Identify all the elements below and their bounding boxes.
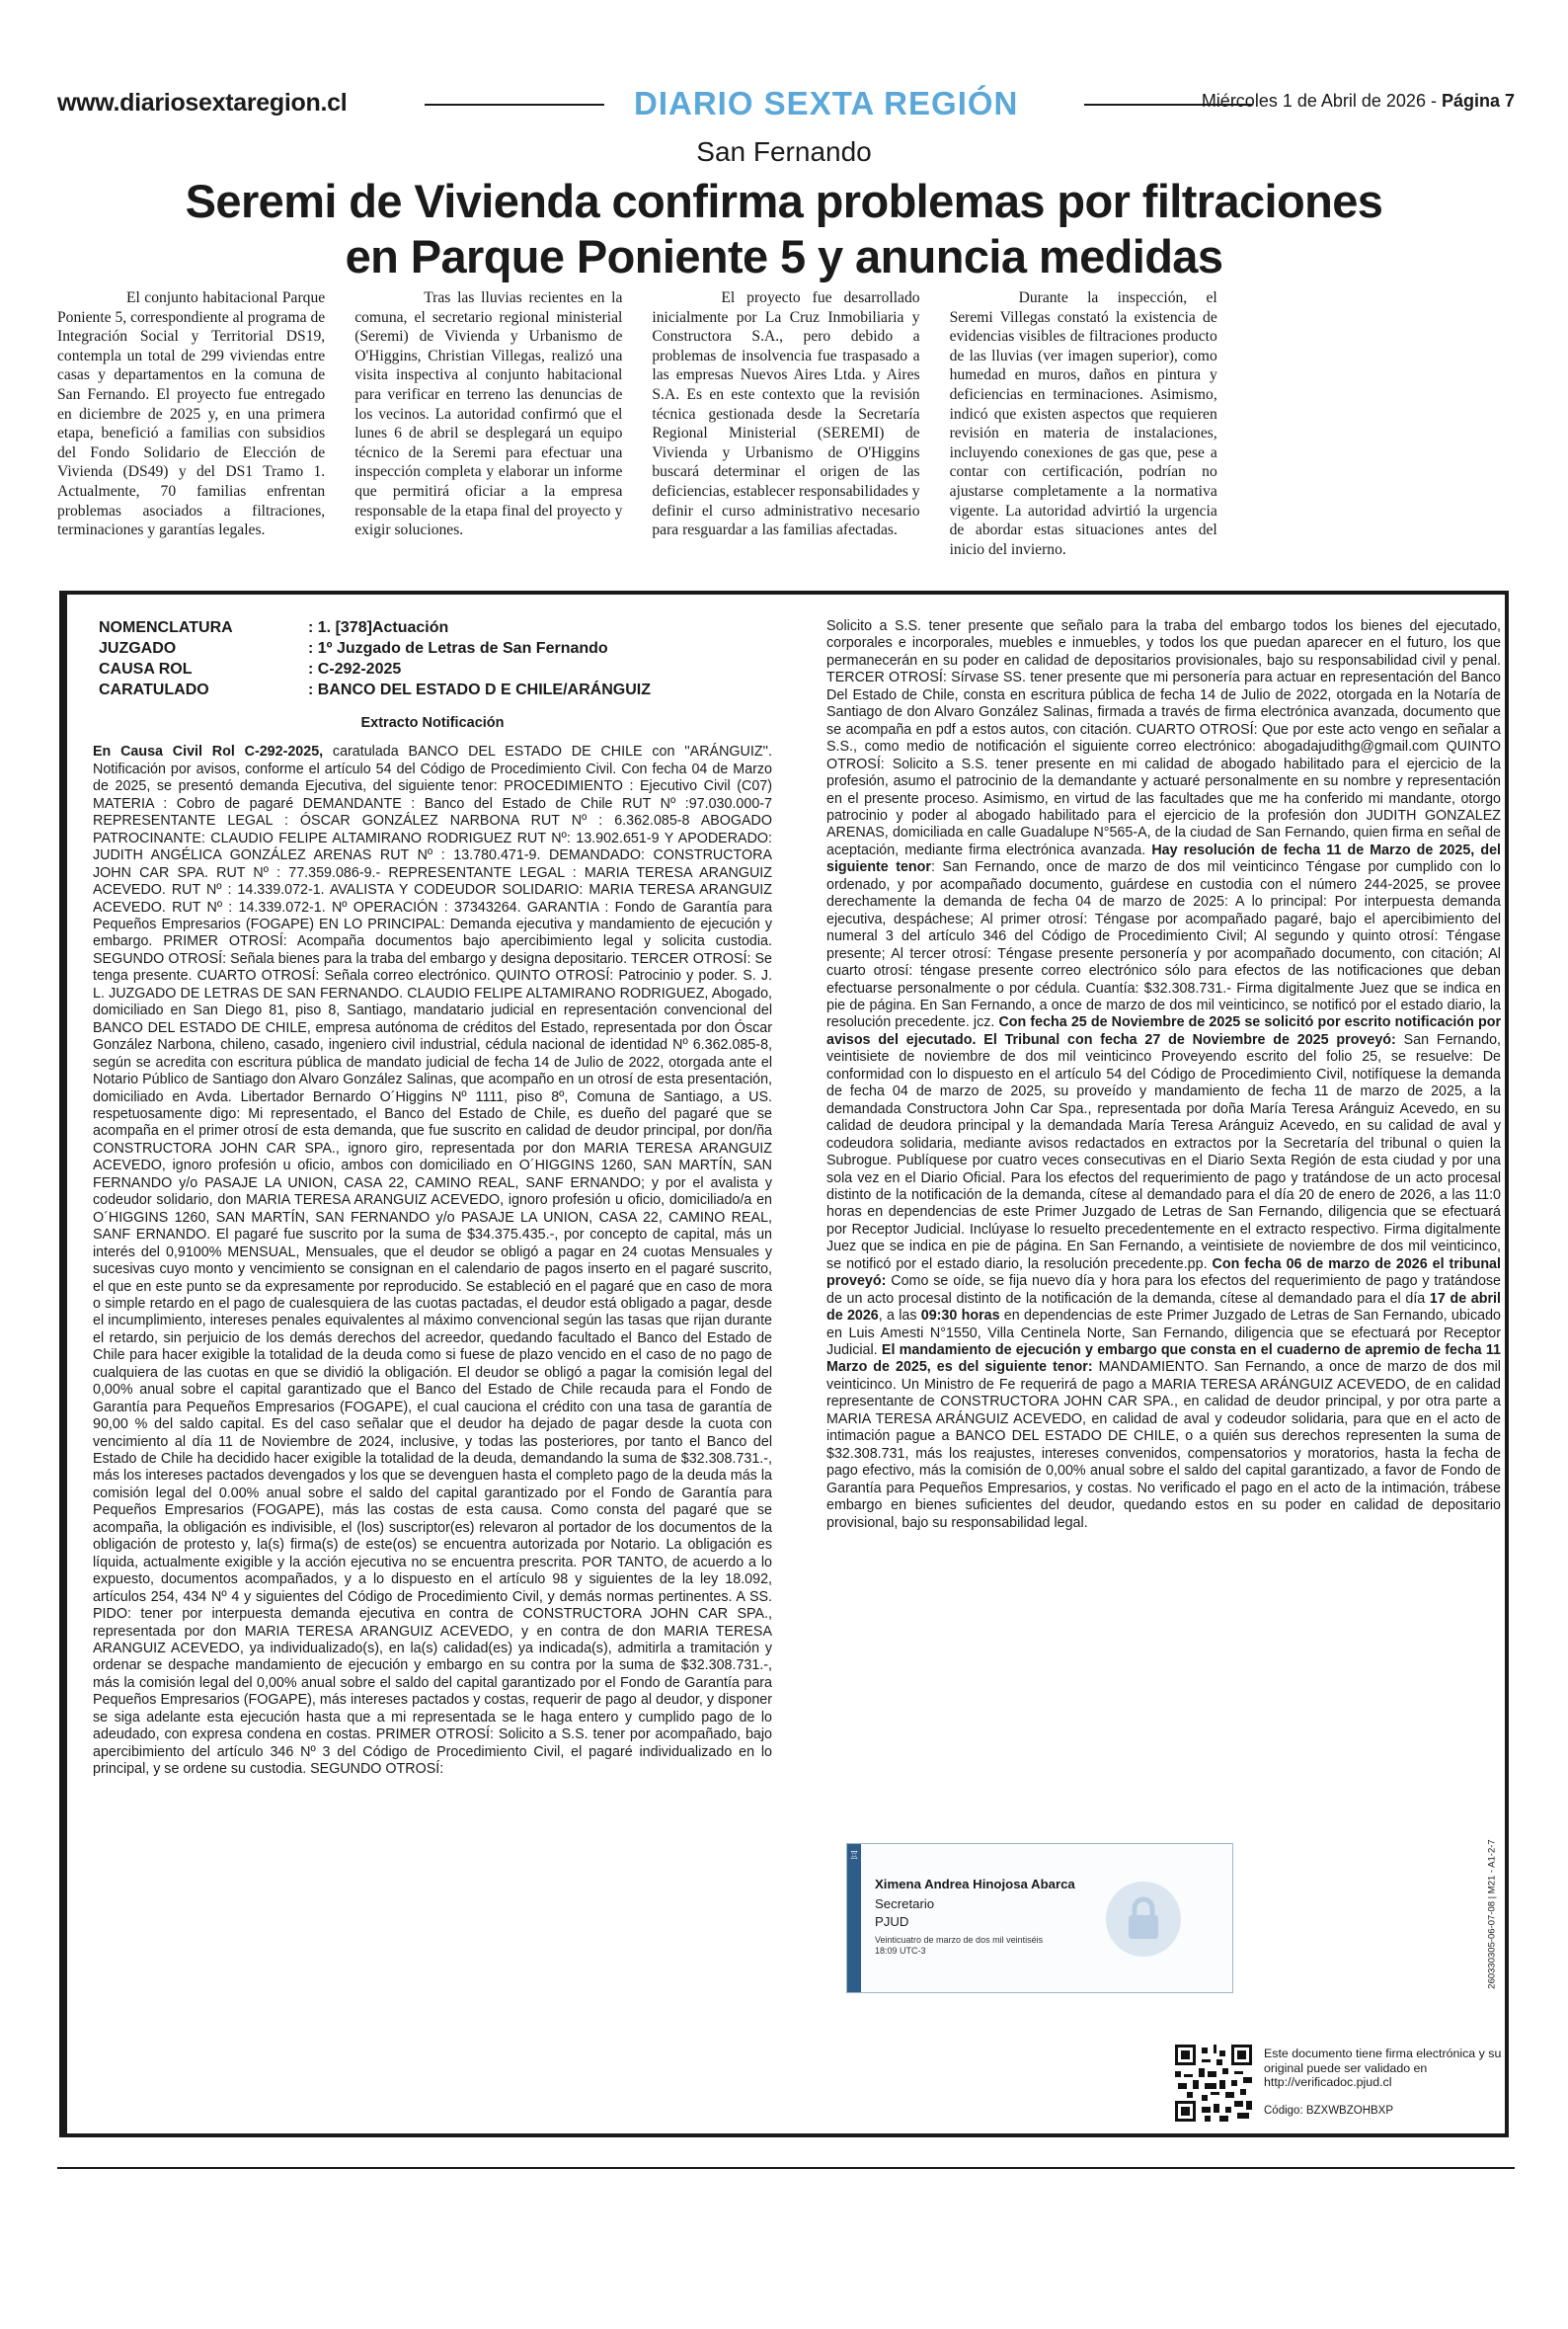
headline-line-1: Seremi de Vivienda confirma problemas por filtraciones	[185, 175, 1383, 227]
legal-notice-left-column	[93, 618, 772, 2116]
right-segment: Como se oíde, se fija nuevo día y hora para los efectos del requerimiento de pago y tratándose de un acto procesal distinto de la notificación de la demanda, cítese al demandado para el día	[826, 1273, 1501, 1307]
signer-org: PJUD	[875, 1914, 909, 1929]
meta-value: : C-292-2025	[308, 661, 402, 678]
right-segment-bold: Hay resolución de fecha 11 de Marzo de 2025, del siguiente tenor	[826, 842, 1501, 876]
verification-text: Este documento tiene firma electrónica y su original puede ser validado en http://verificadoc.pjud.cl	[1264, 2047, 1502, 2089]
article-headline	[99, 174, 1469, 284]
vertical-reference-code	[1485, 1825, 1499, 2003]
article-paragraph: El conjunto habitacional Parque Poniente 5, correspondiente al programa de Integración Social y Territorial DS19, contempla un total de 299 viviendas entre casas y departamentos en la comuna de San Fernando. El proyecto fue entregado en diciembre de 2025 y, en una primera etapa, benefició a familias con subsidios del Fondo Solidario de Elección de Vivienda (DS49) y del DS1 Tramo 1. Actualmente, 70 familias enfrentan problemas asociados a filtraciones, terminaciones y garantías legales.	[57, 289, 326, 539]
right-segment: Solicito a S.S. tener presente que señalo para la traba del embargo todos los bienes del ejecutado, corporales e incorporales, muebles e inmuebles, y todos los que puedan aparecer en el futuro, los que permanecerán en su poder en calidad de depositarios provisionales, bajo su responsabilidad civil y penal. TERCER OTROSÍ: Sírvase SS. tener presente que mi personería para actuar en representación del Banco Del Estado de Chile, consta en escritura pública de fecha 14 de Julio de 2022, otorgada en la Notaría de Santiago de don Alvaro González Salinas, firmada a través de firma electrónica avanzada, documento que se acompaña en pdf a estos autos, con citación. CUARTO OTROSÍ: Que por este acto vengo en señalar a S.S., como medio de notificación el siguiente correo electrónico: abogadajudithg@gmail.com QUINTO OTROSÍ: Solicito a S.S. tener presente en mi calidad de abogado habilitado para el ejercicio de la profesión, asumo el patrocinio de la demandante y actuaré personalmente en su nombre y representación en el presente proceso. Asimismo, en virtud de las facultades que me ha conferido mi mandante, otorgo patrocinio y poder al abogado habilitado para el ejercicio de la profesión don JUDITH GONZALEZ ARENAS, domiciliada en calle Guadalupe N°565-A, de la ciudad de San Fernando, quien firma en señal de aceptación, mediante firma electrónica avanzada.	[826, 618, 1501, 858]
signer-name: Ximena Andrea Hinojosa Abarca	[875, 1877, 1075, 1891]
meta-value: : 1. [378]Actuación	[308, 619, 449, 636]
verification-code: Código: BZXWBZOHBXP	[1264, 2105, 1394, 2117]
right-segment-bold: 09:30 horas	[920, 1308, 1000, 1325]
meta-value: : BANCO DEL ESTADO D E CHILE/ARÁNGUIZ	[308, 682, 651, 698]
signature-strip	[847, 1844, 861, 1992]
meta-value: : 1º Juzgado de Letras de San Fernando	[308, 640, 608, 657]
article-kicker: San Fernando	[696, 136, 872, 167]
meta-label: JUZGADO	[99, 640, 177, 657]
padlock-icon	[1106, 1882, 1181, 1957]
page-number: Página 7	[1441, 91, 1515, 111]
legal-notice-right-column	[826, 618, 1501, 1813]
qr-code-icon[interactable]	[1175, 2045, 1252, 2122]
pjud-emblem-icon: ♖	[849, 1850, 859, 1862]
masthead-rule-left	[425, 104, 604, 106]
page-bottom-rule	[57, 2167, 1515, 2169]
right-segment: MANDAMIENTO. San Fernando, a once de marzo de dos mil veinticinco. Un Ministro de Fe requerirá de pago a MARIA TERESA ARÁNGUIZ ACEVEDO, de en calidad representante de CONSTRUCTORA JOHN CAR SPA., en calidad de deudor principal, y por otra parte a MARIA TERESA ARÁNGUIZ ACEVEDO, en calidad de aval y codeudor solidaria, para que en el acto de intimación pague a BANCO DEL ESTADO DE CHILE, o a quién sus derechos representen la suma de $32.308.731, más los reajustes, intereses convenidos, compensatorios y moratorios, hasta la fecha de pago efectivo, más la comisión de 0,00% anual sobre el saldo del capital garantizado, a favor de Fondo de Garantía para Pequeños Empresarios, y costas. No verificado el pago en el acto de la intimación, trábese embargo en bienes suficientes del deudor, quedando estos en su poder en calidad de depositario provisional, bajo su responsabilidad legal.	[826, 1359, 1501, 1531]
meta-label: CARATULADO	[99, 682, 209, 698]
article-paragraph: El proyecto fue desarrollado inicialmente por La Cruz Inmobiliaria y Constructora S.A., pero debido a problemas de insolvencia fue traspasado a las empresas Nuevos Aires Ltda. y Aires S.A. Es en este contexto que la revisión técnica gestionada desde la Secretaría Regional Ministerial (SEREMI) de Vivienda y Urbanismo de O'Higgins buscará determinar el origen de las deficiencias, establecer responsabilidades y definir el curso administrativo necesario para resguardar a las familias afectadas.	[652, 289, 920, 539]
extracto-title: Extracto Notificación	[360, 715, 505, 731]
stamp-line: 18:09 UTC-3	[875, 1945, 926, 1956]
legal-notice-box	[59, 591, 1509, 2137]
right-segment: , a las	[878, 1308, 921, 1325]
right-segment: San Fernando, veintisiete de noviembre de dos mil veinticinco Proveyendo escrito del folio 25, se resuelve: De conformidad con lo dispuesto en el artículo 54 del Código de Procedimiento Civil, notifíquese la demanda de fecha 04 de marzo de 2025, su proveído y mandamiento de fecha 11 de marzo de 2025, a la demandada Constructora John Car Spa., representada por doña María Teresa Aránguiz Acevedo, en su calidad de deudora principal y la demandada María Teresa Aránguiz Acevedo, en su calidad de aval y codeudora solidaria, mediante avisos redactados en extractos por la Secretaría del tribunal o quien la Subrogue. Publíquese por cuatro veces consecutivas en el Diario Sexta Región de esta ciudad y por una sola vez en el Diario Oficial. Para los efectos del requerimiento de pago y tratándose de un acto procesal distinto de la notificación de la demanda, cítese al demandado para el día 20 de enero de 2026, a las 11:0 horas en dependencias de este Primer Juzgado de Letras de San Fernando, diligencia que se efectuará por Receptor Judicial. Inclúyase lo resuelto precedentemente en el extracto respectivo. Firma digitalmente Juez que se indica en pie de página. En San Fernando, a veintisiete de noviembre de dos mil veinticinco, se notificó por el estado diario, la resolución precedente.pp.	[826, 1031, 1502, 1272]
issue-date	[1202, 91, 1515, 112]
meta-label: NOMENCLATURA	[99, 619, 233, 636]
right-segment-bold: El mandamiento de ejecución y embargo que consta en el cuaderno de apremio de fecha 11 Marzo de 2025, es del siguiente tenor:	[826, 1342, 1501, 1376]
case-metadata	[99, 618, 772, 699]
issue-date-text: Miércoles 1 de Abril de 2026 -	[1201, 91, 1437, 111]
article-paragraph: Durante la inspección, el Seremi Villegas constató la existencia de evidencias visibles de filtraciones producto de las lluvias (ver imagen superior), como humedad en muros, daños en pintura y deficiencias en terminaciones. Asimismo, indicó que existen aspectos que requieren revisión en materia de instalaciones, incluyendo conexiones de gas que, pese a contar con certificación, podrían no ajustarse completamente a la normativa vigente. La autoridad advirtió la urgencia de abordar estas situaciones antes del inicio del invierno.	[949, 289, 1217, 558]
case-lead: En Causa Civil Rol C-292-2025,	[93, 744, 324, 761]
right-segment: en dependencias de este Primer Juzgado de Letras de San Fernando, ubicado en Luis Amesti N°1550, Villa Centinela Norte, San Fernando, diligencia que se efectuará por Receptor Judicial.	[826, 1308, 1501, 1359]
stamp-line: Veinticuatro de marzo de dos mil veintiséis	[875, 1935, 1044, 1945]
signer-role: Secretario	[875, 1896, 935, 1911]
verification-note	[1264, 2047, 1511, 2117]
headline-line-2: en Parque Poniente 5 y anuncia medidas	[345, 230, 1223, 282]
vertical-code-text: 260330305-06-07-08 | M21 - A1-2-7	[1486, 1839, 1498, 1989]
meta-label: CAUSA ROL	[99, 661, 193, 678]
right-segment-bold: Con fecha 06 de marzo de 2026 el tribunal proveyó:	[826, 1255, 1501, 1290]
right-segment-bold: 17 de abril de 2026	[826, 1290, 1501, 1325]
newspaper-brand: DIARIO SEXTA REGIÓN	[634, 85, 1019, 121]
right-segment-bold: Con fecha 25 de Noviembre de 2025 se solicitó por escrito notificación por avisos del ejecutado. El Tribunal con fecha 27 de Noviembre de 2025 proveyó:	[826, 1014, 1502, 1048]
article-body	[57, 288, 1515, 563]
notice-left-text	[93, 744, 772, 1778]
masthead	[57, 85, 1515, 124]
right-segment: : San Fernando, once de marzo de dos mil veinticinco Téngase por cumplido con lo ordenado, y por acompañado documento, guárdese en custodia con el número 244-2025, se provee derechamente la demanda de fecha 04 de marzo de 2025: A lo principal: Por interpuesta demanda ejecutiva, despáchese; Al primer otrosí: Téngase por acompañado pagaré, bajo el apercibimiento del numeral 3 del artículo 346 del Código de Procedimiento Civil; Al segundo y quinto otrosí: Téngase presente; Al tercer otrosí: Téngase presente personería y por acompañado documento, con citación; Al cuarto otrosí: téngase presente correo electrónico sólo para efectos de las notificaciones que deban efectuarse personalmente o por cédula. Cuantía: $32.308.731.- Firma digitalmente Juez que se indica en pie de página. En San Fernando, a once de marzo de dos mil veinticinco, se notificó por el estado diario, la resolución precedente. jcz.	[826, 859, 1501, 1031]
article-paragraph: Tras las lluvias recientes en la comuna, el secretario regional ministerial (Seremi) de Vivienda y Urbanismo de O'Higgins, Christian Villegas, realizó una visita inspectiva al conjunto habitacional para verificar en terreno las denuncias de los vecinos. La autoridad confirmó que el lunes 6 de abril se desplegará un equipo técnico de la Seremi para efectuar una inspección completa y elaborar un informe que permitirá oficiar a la empresa responsable de la etapa final del proyecto y exigir soluciones.	[354, 289, 623, 539]
electronic-signature-card	[846, 1843, 1233, 1993]
website-url: www.diariosextaregion.cl	[57, 89, 348, 117]
case-text: caratulada BANCO DEL ESTADO DE CHILE con ''ARÁNGUIZ''. Notificación por avisos, conforme el artículo 54 del Código de Procedimiento Civil. Con fecha 04 de Marzo de 2025, se presentó demanda Ejecutiva, del siguiente tenor: PROCEDIMIENTO : Ejecutivo Civil (C07) MATERIA : Cobro de pagaré DEMANDANTE : Banco del Estado de Chile RUT Nº :97.030.000-7 REPRESENTANTE LEGAL : ÓSCAR GONZÁLEZ NARBONA RUT Nº : 6.362.085-8 ABOGADO PATROCINANTE: CLAUDIO FELIPE ALTAMIRANO RODRIGUEZ RUT Nº: 13.902.651-9 Y APODERADO: JUDITH ANGÉLICA GONZÁLEZ ARENAS RUT Nº : 13.780.471-9. DEMANDADO: CONSTRUCTORA JOHN CAR SPA. RUT Nº : 77.359.086-9.- REPRESENTANTE LEGAL : MARIA TERESA ARANGUIZ ACEVEDO. RUT Nº : 14.339.072-1. AVALISTA Y CODEUDOR SOLIDARIO: MARIA TERESA ARANGUIZ ACEVEDO. RUT Nº : 14.339.072-1. Nº OPERACIÓN : 37343264. GARANTIA : Fondo de Garantía para Pequeños Empresarios (FOGAPE) EN LO PRINCIPAL: Demanda ejecutiva y mandamiento de ejecución y embargo. PRIMER OTROSÍ: Acompaña documentos bajo apercibimiento legal y solicita custodia. SEGUNDO OTROSÍ: Señala bienes para la traba del embargo y designa depositario. TERCER OTROSÍ: Se tenga presente. CUARTO OTROSÍ: Señala correo electrónico. QUINTO OTROSÍ: Patrocinio y poder. S. J. L. JUZGADO DE LETRAS DE SAN FERNANDO. CLAUDIO FELIPE ALTAMIRANO RODRIGUEZ, Abogado, domiciliado en San Diego 81, piso 8, Santiago, mandatario judicial en representación convencional del BANCO DEL ESTADO DE CHILE, empresa autónoma de créditos del Estado, representada por don Óscar González Narbona, chileno, casado, ingeniero civil industrial, cédula nacional de identidad Nº 6.362.085-8, según se acredita con escritura pública de mandato judicial de fecha 14 de Julio de 2022, otorgada ante el Notario Público de Santiago don Alvaro González Salinas, que acompaño en un otrosí de esta presentación, domiciliado en Avda. Libertador Bernardo O´Higgins Nº 1111, piso 8º, Comuna de Santiago, a US. respetuosamente digo: Mi representado, el Banco del Estado de Chile, es dueño del pagaré que se acompaña en el primer otrosí de esta demanda, que fue suscrito en calidad de deudor principal, por don/ña CONSTRUCTORA JOHN CAR SPA., ignoro giro, representada por don MARIA TERESA ARANGUIZ ACEVEDO, ignoro profesión u oficio, ambos con domiciliado en O´HIGGINS 1260, SAN MARTÍN, SAN FERNANDO y/o PASAJE LA UNION, CASA 22, CAMINO REAL, SANF ERNANDO; y por el avalista y codeudor solidario, don MARIA TERESA ARANGUIZ ACEVEDO, ignoro profesión u oficio, domiciliado/a en O´HIGGINS 1260, SAN MARTÍN, SAN FERNANDO y/o PASAJE LA UNION, CASA 22, CAMINO REAL, SANF ERNANDO. El pagaré fue suscrito por la suma de $34.375.435.-, por concepto de capital, más un interés del 0,9100% MENSUAL, Mensuales, que el deudor se obligó a pagar en 24 cuotas Mensuales y sucesivas cuyo monto y vencimiento se consignan en el calendario de pagos inserto en el pagaré suscrito, el que en este punto se da expresamente por reproducido. Se estableció en el pagaré que en caso de mora o simple retardo en el pago de cualesquiera de las cuotas pactadas, el deudor está obligado a pagar, desde el incumplimiento, intereses penales equivalentes al máximo convencional según las tasas que rijan durante el retardo, sin perjuicio de los demás derechos del acreedor, quedando facultado el Banco del Estado de Chile para hacer exigible la totalidad de la deuda como si fuese de plazo vencido en el caso de no pago de cualquiera de las cuotas en que se dividió la obligación. El deudor se obligó a pagar la comisión legal del 0,00% anual sobre el capital garantizado que el Banco del Estado de Chile recauda para el Fondo de Garantía para Pequeños Empresarios (FOGAPE), el cual cauciona el crédito con una tasa de garantía de 90,00 % del saldo capital. Es del caso señalar que el deudor ha dejado de pagar desde la cuota con vencimiento al día 11 de Noviembre de 2024, inclusive, y todas las posteriores, por tanto el Banco del Estado de Chile ha decidido hacer exigible la totalidad de la deuda, demandando la suma de $32.308.731.-, más los intereses pactados devengados y los que se devenguen hasta el completo pago de la deuda más la comisión legal del 0.00% anual sobre el saldo del capital garantizado por el Fondo de Garantía para Pequeños Empresarios (FOGAPE), más las costas de esta causa. Como consta del pagaré que se acompaña, la obligación es indivisible, el (los) suscriptor(es) relevaron al portador de los documentos de la obligación de protesto y, la(s) firma(s) de este(os) se encuentra autorizada por Notario. La obligación es líquida, actualmente exigible y la acción ejecutiva no se encuentra prescrita. POR TANTO, de acuerdo a lo expuesto, documentos acompañados, y a lo dispuesto en el artículo 98 y siguientes de la ley 18.092, artículos 254, 434 Nº 4 y siguientes del Código de Procedimiento Civil, y demás normas pertinentes. A SS. PIDO: tener por interpuesta demanda ejecutiva en contra de CONSTRUCTORA JOHN CAR SPA., representada por don MARIA TERESA ARANGUIZ ACEVEDO, y en contra de don MARIA TERESA ARANGUIZ ACEVEDO, ya individualizado(s), en la(s) calidad(es) ya indicada(s), admitirla a tramitación y ordenar se despache mandamiento de ejecución y embargo en su contra por la suma de $32.308.731.-, más la comisión legal del 0,00% anual sobre el saldo del capital garantizado por el Fondo de Garantía para Pequeños Empresarios (FOGAPE), más intereses pactados y costas, requerir de pago al deudor, y disponer se siga adelante esta ejecución hasta que a mi representada se le haga entero y cumplido pago de lo adeudado, con expresa condena en costas. PRIMER OTROSÍ: Solicito a S.S. tener por acompañado, bajo apercibimiento del artículo 346 Nº 3 del Código de Procedimiento Civil, el pagaré individualizado en lo principal, y se ordene su custodia. SEGUNDO OTROSÍ:	[93, 744, 772, 1778]
signature-timestamp	[875, 1935, 1043, 1956]
